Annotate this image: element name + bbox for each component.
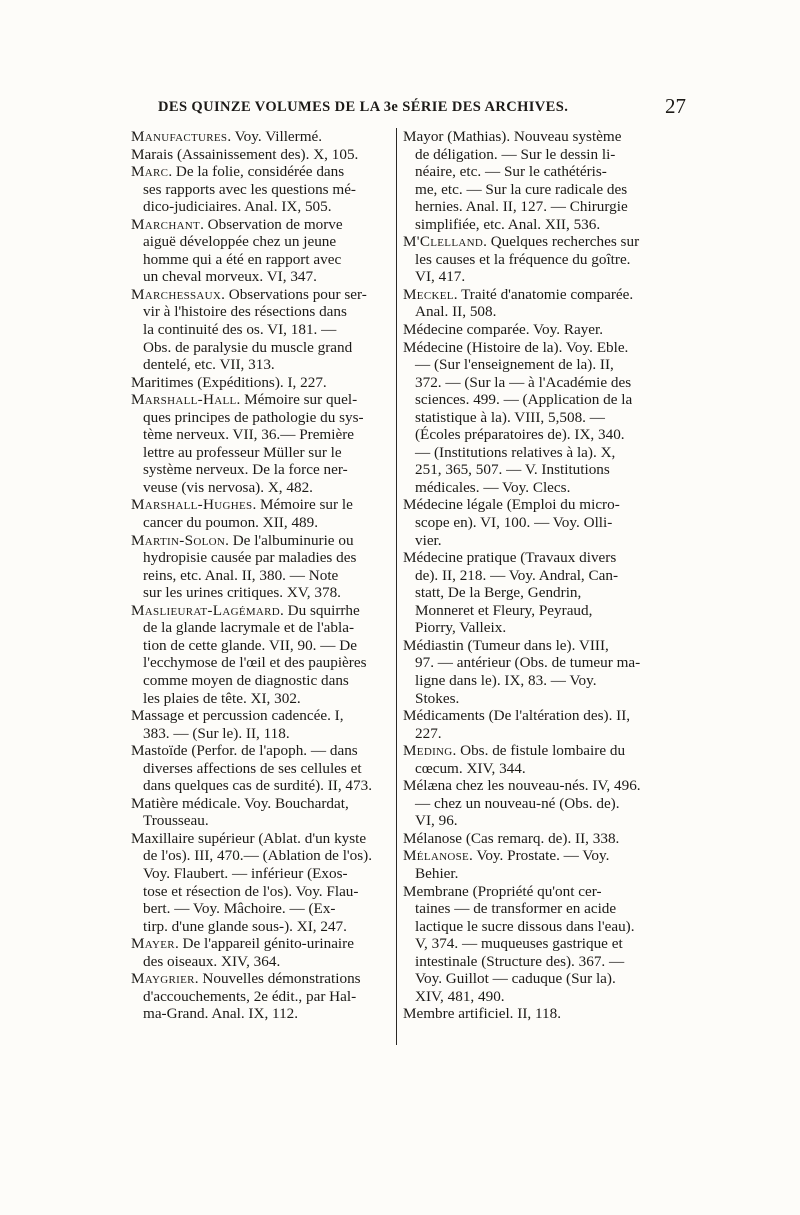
index-entry <box>403 1005 671 1023</box>
entry-line: Maritimes (Expéditions). I, 227. <box>131 373 327 391</box>
entry-line: Matière médicale. Voy. Bouchardat, <box>131 794 349 812</box>
entry-line: système nerveux. De la force ner- <box>143 461 348 479</box>
entry-line: ligne dans le). IX, 83. — Voy. <box>415 671 597 689</box>
entry-line: Médecine comparée. Voy. Rayer. <box>403 321 604 339</box>
entry-line: simplifiée, etc. Anal. XII, 536. <box>415 215 601 233</box>
entry-line: de déligation. — Sur le dessin li- <box>415 145 616 163</box>
entry-line: tirp. d'une glande sous-). XI, 247. <box>143 917 347 935</box>
entry-line: M'Clelland. Quelques recherches sur <box>403 233 640 251</box>
entry-line: 97. — antérieur (Obs. de tumeur ma- <box>415 654 641 672</box>
entry-line: Voy. Guillot — caduque (Sur la). <box>415 970 616 988</box>
entry-line: sciences. 499. — (Application de la <box>415 391 633 409</box>
entry-line: Membrane (Propriété qu'ont cer- <box>403 882 602 900</box>
entry-line: lettre au professeur Müller sur le <box>143 443 342 461</box>
entry-line: Stokes. <box>415 689 460 707</box>
index-entry <box>403 128 671 233</box>
index-entry <box>403 830 671 848</box>
index-entry <box>131 374 393 392</box>
entry-line: dico-judiciaires. Anal. IX, 505. <box>143 198 332 216</box>
entry-line: hernies. Anal. II, 127. — Chirurgie <box>415 198 628 216</box>
entry-line: aiguë développée chez un jeune <box>143 233 337 251</box>
index-entry <box>131 216 393 286</box>
index-entry <box>131 286 393 374</box>
entry-line: Obs. de paralysie du muscle grand <box>143 338 353 356</box>
entry-line: cœcum. XIV, 344. <box>415 759 526 777</box>
index-entry <box>403 233 671 286</box>
entry-line: Behier. <box>415 864 459 882</box>
entry-line: Massage et percussion cadencée. I, <box>131 707 344 725</box>
entry-line: les causes et la fréquence du goître. <box>415 250 631 268</box>
entry-line: ma-Grand. Anal. IX, 112. <box>143 1005 299 1023</box>
index-entry <box>403 321 671 339</box>
entry-line: (Écoles préparatoires de). IX, 340. <box>415 426 625 444</box>
entry-line: cancer du poumon. XII, 489. <box>143 514 319 532</box>
entry-line: Marchessaux. Observations pour ser- <box>131 285 367 303</box>
index-entry <box>131 391 393 496</box>
entry-line: statistique à la). VIII, 5,508. — <box>415 408 605 426</box>
entry-line: Trousseau. <box>143 812 209 830</box>
entry-line: vir à l'histoire des résections dans <box>143 303 347 321</box>
entry-line: 383. — (Sur le). II, 118. <box>143 724 290 742</box>
entry-line: Maslieurat-Lagémard. Du squirrhe <box>131 601 360 619</box>
index-entry <box>403 286 671 321</box>
entry-line: Marshall-Hall. Mémoire sur quel- <box>131 391 358 409</box>
entry-line: de la glande lacrymale et de l'abla- <box>143 619 355 637</box>
entry-line: Anal. II, 508. <box>415 303 497 321</box>
entry-line: Mélæna chez les nouveau-nés. IV, 496. <box>403 777 641 795</box>
entry-line: vier. <box>415 531 442 549</box>
entry-line: Voy. Flaubert. — inférieur (Exos- <box>143 864 348 882</box>
entry-line: Piorry, Valleix. <box>415 619 507 637</box>
index-entry <box>131 532 393 602</box>
entry-line: de). II, 218. — Voy. Andral, Can- <box>415 566 619 584</box>
entry-line: d'accouchements, 2e édit., par Hal- <box>143 987 357 1005</box>
running-title: DES QUINZE VOLUMES DE LA 3e SÉRIE DES ARCHIVES. <box>158 99 569 115</box>
entry-line: Mayor (Mathias). Nouveau système <box>403 128 622 145</box>
index-entry <box>131 970 393 1023</box>
entry-line: Mastoïde (Perfor. de l'apoph. — dans <box>131 742 358 760</box>
index-entry <box>131 128 393 146</box>
entry-line: Médecine pratique (Travaux divers <box>403 549 617 567</box>
entry-line: de l'os). III, 470.— (Ablation de l'os). <box>143 847 373 865</box>
entry-line: Mélanose (Cas remarq. de). II, 338. <box>403 829 620 847</box>
index-entry <box>131 602 393 707</box>
index-entry <box>403 496 671 549</box>
entry-line: bert. — Voy. Mâchoire. — (Ex- <box>143 900 336 918</box>
entry-line: médicales. — Voy. Clecs. <box>415 478 571 496</box>
entry-line: néaire, etc. — Sur le cathétéris- <box>415 163 607 181</box>
entry-line: 251, 365, 507. — V. Institutions <box>415 461 610 479</box>
entry-line: veuse (vis nervosa). X, 482. <box>143 478 313 496</box>
entry-line: — (Sur l'enseignement de la). II, <box>415 356 614 374</box>
right-column <box>403 128 671 1023</box>
entry-line: Monneret et Fleury, Peyraud, <box>415 601 593 619</box>
entry-line: ses rapports avec les questions mé- <box>143 180 356 198</box>
entry-line: sur les urines critiques. XV, 378. <box>143 584 341 602</box>
entry-line: reins, etc. Anal. II, 380. — Note <box>143 566 339 584</box>
entry-line: Martin-Solon. De l'albuminurie ou <box>131 531 354 549</box>
index-entry <box>131 742 393 795</box>
entry-line: diverses affections de ses cellules et <box>143 759 362 777</box>
index-entry <box>403 883 671 1006</box>
entry-line: Mélanose. Voy. Prostate. — Voy. <box>403 847 610 865</box>
entry-line: — (Institutions relatives à la). X, <box>415 443 616 461</box>
entry-line: des oiseaux. XIV, 364. <box>143 952 281 970</box>
entry-line: Marshall-Hughes. Mémoire sur le <box>131 496 353 514</box>
entry-line: taines — de transformer en acide <box>415 900 617 918</box>
entry-line: Membre artificiel. II, 118. <box>403 1005 561 1023</box>
entry-line: — chez un nouveau-né (Obs. de). <box>415 794 620 812</box>
index-entry <box>403 707 671 742</box>
entry-line: Médecine légale (Emploi du micro- <box>403 496 620 514</box>
entry-line: un cheval morveux. VI, 347. <box>143 268 317 286</box>
entry-line: l'ecchymose de l'œil et des paupières <box>143 654 367 672</box>
index-entry <box>131 935 393 970</box>
entry-line: tème nerveux. VII, 36.— Première <box>143 426 355 444</box>
index-entry <box>403 742 671 777</box>
entry-line: 227. <box>415 724 442 742</box>
index-entry <box>403 549 671 637</box>
entry-line: Médicaments (De l'altération des). II, <box>403 707 631 725</box>
running-head <box>158 96 686 122</box>
index-entry <box>403 637 671 707</box>
entry-line: tose et résection de l'os). Voy. Flau- <box>143 882 359 900</box>
entry-line: Marc. De la folie, considérée dans <box>131 163 345 181</box>
entry-line: Maxillaire supérieur (Ablat. d'un kyste <box>131 829 367 847</box>
entry-line: ques principes de pathologie du sys- <box>143 408 364 426</box>
index-entry <box>403 847 671 882</box>
entry-line: dentelé, etc. VII, 313. <box>143 356 275 374</box>
entry-line: la continuité des os. VI, 181. — <box>143 321 337 339</box>
entry-line: Manufactures. Voy. Villermé. <box>131 128 323 145</box>
index-entry <box>131 496 393 531</box>
entry-line: comme moyen de diagnostic dans <box>143 671 349 689</box>
entry-line: Marais (Assainissement des). X, 105. <box>131 145 359 163</box>
entry-line: Maygrier. Nouvelles démonstrations <box>131 970 361 988</box>
entry-line: intestinale (Structure des). 367. — <box>415 952 625 970</box>
entry-line: VI, 417. <box>415 268 466 286</box>
left-column <box>131 128 393 1023</box>
entry-line: XIV, 481, 490. <box>415 987 505 1005</box>
index-entry <box>131 146 393 164</box>
entry-line: lactique le sucre dissous dans l'eau). <box>415 917 635 935</box>
entry-line: les plaies de tête. XI, 302. <box>143 689 301 707</box>
entry-line: Médiastin (Tumeur dans le). VIII, <box>403 636 609 654</box>
entry-line: me, etc. — Sur la cure radicale des <box>415 180 628 198</box>
index-entry <box>403 777 671 830</box>
entry-line: statt, De la Berge, Gendrin, <box>415 584 582 602</box>
entry-line: homme qui a été en rapport avec <box>143 250 342 268</box>
entry-line: Médecine (Histoire de la). Voy. Eble. <box>403 338 629 356</box>
entry-line: 372. — (Sur la — à l'Académie des <box>415 373 632 391</box>
index-entry <box>131 707 393 742</box>
entry-line: tion de cette glande. VII, 90. — De <box>143 636 357 654</box>
entry-line: Meckel. Traité d'anatomie comparée. <box>403 285 634 303</box>
index-entry <box>131 795 393 830</box>
entry-line: Mayer. De l'appareil génito-urinaire <box>131 935 354 953</box>
index-entry <box>131 830 393 935</box>
entry-line: VI, 96. <box>415 812 458 830</box>
page-number: 27 <box>665 94 686 118</box>
column-divider <box>396 128 397 1045</box>
entry-line: hydropisie causée par maladies des <box>143 549 357 567</box>
index-entry <box>131 163 393 216</box>
entry-line: Marchant. Observation de morve <box>131 215 343 233</box>
entry-line: Meding. Obs. de fistule lombaire du <box>403 742 626 760</box>
index-entry <box>403 339 671 497</box>
entry-line: scope en). VI, 100. — Voy. Olli- <box>415 514 613 532</box>
entry-line: V, 374. — muqueuses gastrique et <box>415 935 623 953</box>
entry-line: dans quelques cas de surdité). II, 473. <box>143 777 373 795</box>
